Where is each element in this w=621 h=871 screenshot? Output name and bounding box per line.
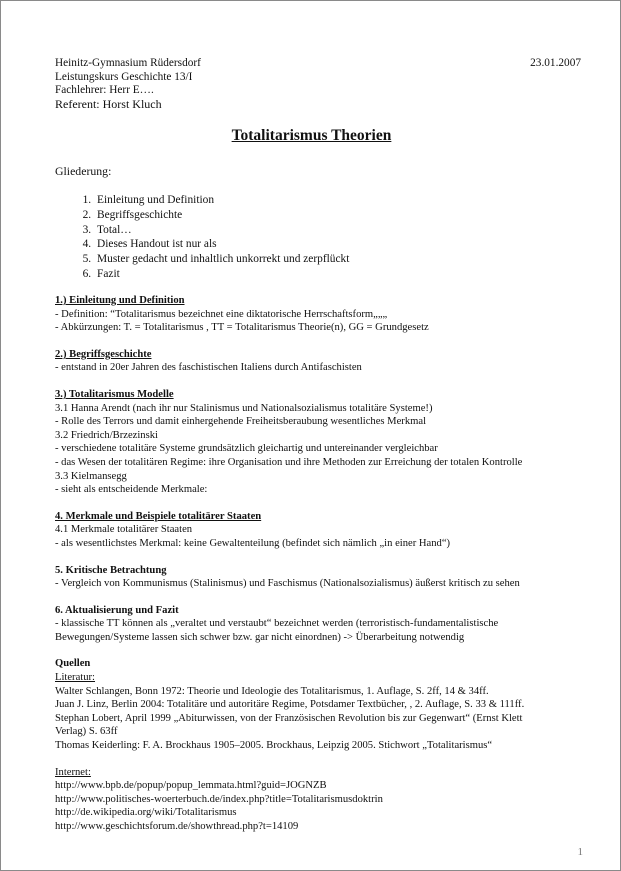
section-line: - entstand in 20er Jahren des faschistischen Italiens durch Antifaschisten — [55, 362, 362, 374]
literature-label: Literatur: — [55, 672, 96, 684]
section-line: - klassische TT können als „veraltet und verstaubt“ bezeichnet werden (terroristisch-fundamentalistische — [55, 618, 499, 630]
section-fazit — [55, 604, 590, 645]
document-date: 23.01.2007 — [530, 57, 581, 69]
literature-entry: Stephan Lobert, April 1999 „Abiturwissen, von der Französischen Revolution bis zur Gegenwart“ (Ernst Klett — [55, 712, 523, 724]
document-title: Totalitarismus Theorien — [231, 127, 392, 144]
outline-item: 4. Dieses Handout ist nur als — [94, 237, 349, 252]
section-heading: 5. Kritische Betrachtung — [55, 564, 167, 576]
section-line: - Definition: “Totalitarismus bezeichnet eine diktatorische Herrschaftsform„„„ — [55, 308, 388, 320]
section-line: - verschiedene totalitäre Systeme grundsätzlich gleichartig und untereinander vergleichbar — [55, 443, 438, 455]
section-line: - als wesentlichstes Merkmal: keine Gewaltenteilung (befindet sich nämlich „in einer Hand“) — [55, 537, 451, 549]
outline-item: 6. Fazit — [94, 267, 349, 282]
outline-item: 1. Einleitung und Definition — [94, 193, 349, 208]
page-number: 1 — [577, 846, 583, 858]
section-einleitung — [55, 294, 590, 335]
section-heading: 1.) Einleitung und Definition — [55, 295, 185, 306]
internet-link[interactable]: http://www.politisches-woerterbuch.de/index.php?title=Totalitarismusdoktrin — [55, 793, 383, 805]
sources-heading: Quellen — [55, 658, 91, 670]
outline-list — [55, 193, 349, 282]
referent-name: Referent: Horst Kluch — [55, 96, 162, 111]
course-name: Leistungskurs Geschichte 13/I — [55, 70, 193, 83]
internet-link[interactable]: http://de.wikipedia.org/wiki/Totalitarismus — [55, 807, 237, 819]
section-line: - Rolle des Terrors und damit einhergehende Freiheitsberaubung wesentliches Merkmal — [55, 416, 427, 428]
section-line: - das Wesen der totalitären Regime: ihre Organisation und ihre Methoden zur Erreichung der totalen Kontrolle — [55, 456, 523, 468]
spacer — [55, 753, 590, 766]
document-header — [55, 57, 201, 111]
literature-entry: Verlag) S. 63ff — [55, 726, 118, 738]
section-line: 4.1 Merkmale totalitärer Staaten — [55, 524, 193, 536]
section-line: - Vergleich von Kommunismus (Stalinismus) und Faschismus (Nationalsozialismus) äußerst kritisch zu sehen — [55, 578, 520, 590]
teacher-name: Fachlehrer: Herr E…. — [55, 84, 154, 97]
section-quellen — [55, 657, 590, 833]
section-kritik — [55, 564, 590, 591]
section-line: 3.1 Hanna Arendt (nach ihr nur Stalinismus und Nationalsozialismus totalitäre Systeme!) — [55, 402, 433, 414]
section-heading: 6. Aktualisierung und Fazit — [55, 604, 179, 616]
section-begriffsgeschichte — [55, 348, 590, 375]
internet-label: Internet: — [55, 766, 91, 778]
internet-link[interactable]: http://www.bpb.de/popup/popup_lemmata.html?guid=JOGNZB — [55, 780, 327, 792]
outline-item: 3. Total… — [94, 223, 349, 238]
literature-entry: Thomas Keiderling: F. A. Brockhaus 1905–2005. Brockhaus, Leipzig 2005. Stichwort „Totalitarismus“ — [55, 740, 493, 752]
section-modelle — [55, 388, 590, 497]
section-line: - sieht als entscheidende Merkmale: — [55, 484, 208, 496]
internet-link[interactable]: http://www.geschichtsforum.de/showthread.php?t=14109 — [55, 821, 299, 832]
section-heading: 2.) Begriffsgeschichte — [55, 348, 152, 360]
section-heading: 3.) Totalitarismus Modelle — [55, 388, 174, 400]
section-heading: 4. Merkmale und Beispiele totalitärer Staaten — [55, 510, 262, 522]
outline-label: Gliederung: — [55, 164, 112, 178]
section-line: - Abkürzungen: T. = Totalitarismus , TT = Totalitarismus Theorie(n), GG = Grundgesetz — [55, 322, 429, 334]
literature-entry: Walter Schlangen, Bonn 1972: Theorie und Ideologie des Totalitarismus, 1. Auflage, S. 2ff, 14 & 34ff. — [55, 685, 489, 697]
section-line: Bewegungen/Systeme lassen sich schwer bzw. gar nicht einordnen) -> Überarbeitung notwendig — [55, 631, 465, 643]
section-line: 3.2 Friedrich/Brzezinski — [55, 429, 158, 441]
section-line: 3.3 Kielmansegg — [55, 470, 127, 482]
outline-item: 5. Muster gedacht und inhaltlich unkorrekt und zerpflückt — [94, 252, 349, 267]
section-merkmale — [55, 510, 590, 551]
outline-item: 2. Begriffsgeschichte — [94, 208, 349, 223]
literature-entry: Juan J. Linz, Berlin 2004: Totalitäre und autoritäre Regime, Potsdamer Textbücher, , 2. Auflage, S. 33 & 111ff. — [55, 699, 525, 711]
document-body — [55, 294, 590, 847]
school-name: Heinitz-Gymnasium Rüdersdorf — [55, 57, 201, 69]
